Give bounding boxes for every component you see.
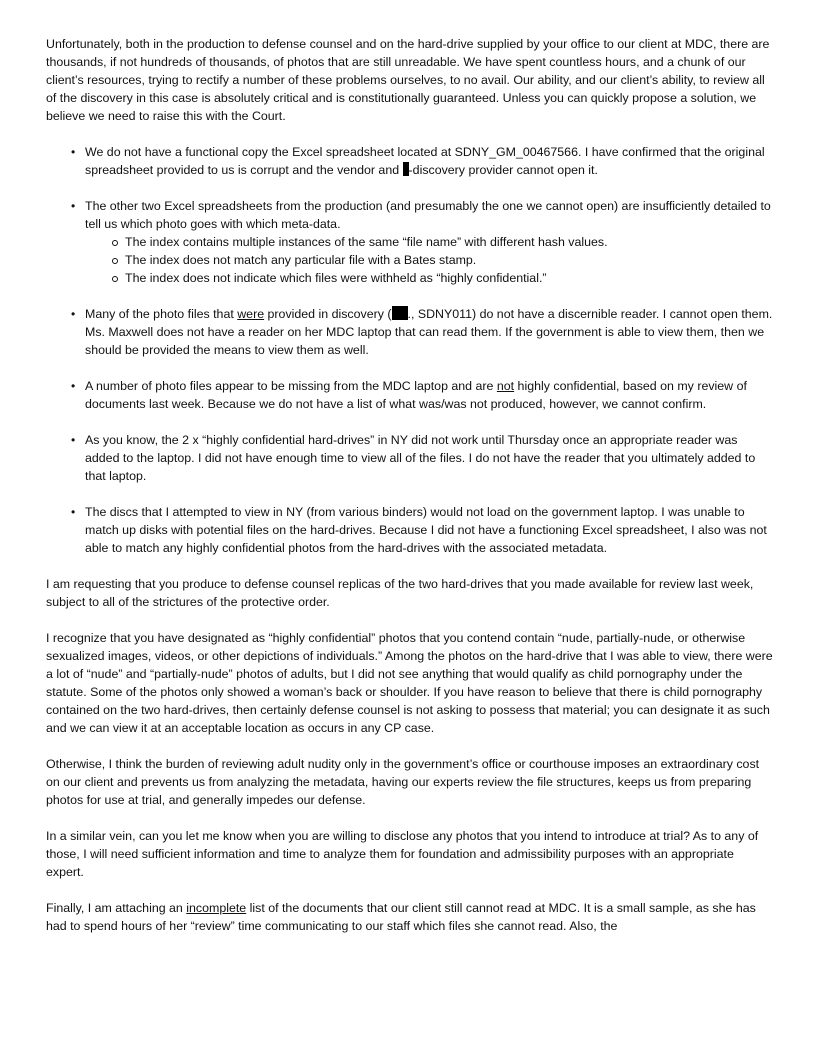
paragraph-text: Finally, I am attaching an (46, 901, 187, 915)
bullet-text: A number of photo files appear to be missing from the MDC laptop and are (85, 379, 497, 393)
bullet-text: We do not have a functional copy the Excel spreadsheet located at SDNY_GM_00467566. I have confirmed that the original spreadsheet provided to us is corrupt and the vendor and (85, 145, 765, 177)
underlined-text: not (496, 379, 515, 393)
underlined-text: were (237, 307, 265, 321)
request-paragraph: I am requesting that you produce to defense counsel replicas of the two hard-drives that you made available for review last week, subject to all of the strictures of the protective order. (46, 577, 754, 609)
list-item (85, 143, 774, 179)
issues-list (46, 143, 774, 557)
list-item: • As you know, the 2 x “highly confidential hard-drives” in NY did not work until Thursday once an appropriate reader was added to the laptop. I did not have enough time to view all of the files. I do not have the reader that you ultimately added to that laptop. (85, 431, 774, 485)
recognize-paragraph: I recognize that you have designated as “highly confidential” photos that you contend contain “nude, partially-nude, or otherwise sexualized images, videos, or other depictions of individuals.” Among the photos on the hard-drive that I was able to view, there were a lot of “nude” and “partially-nude” photos of adults, but I did not see anything that would qualify as child pornography under the statute. Some of the photos only showed a woman’s back or shoulder. If you have reason to believe that there is child pornography contained on the two hard-drives, then certainly defense counsel is not asking to possess that material; you can designate it as such and we can view it at an acceptable location as occurs in any CP case. (46, 631, 773, 735)
otherwise-paragraph: Otherwise, I think the burden of reviewing adult nudity only in the government’s office or courthouse imposes an extraordinary cost on our client and prevents us from analyzing the metadata, having our experts review the file structures, keeps us from preparing photos for use at trial, and generally impedes our defense. (46, 757, 760, 807)
redaction-block (392, 306, 408, 320)
bullet-text: Many of the photo files that (85, 307, 238, 321)
paragraph-text: list of the documents that our client still cannot read at MDC. It is a small sample, as she has had to spend hours of her “review” time communicating to our staff which files she cannot read. Also, the (46, 901, 756, 933)
sub-list-item: The index contains multiple instances of the same “file name” with different hash values. (125, 233, 774, 251)
underlined-text: incomplete (186, 901, 247, 915)
list-item: • The discs that I attempted to view in NY (from various binders) would not load on the government laptop. I was unable to match up disks with potential files on the hard-drives. Because I did not have a functioning Excel spreadsheet, I also was not able to match any highly confidential photos from the hard-drives with the associated metadata. (85, 503, 774, 557)
list-item (85, 305, 774, 359)
list-item (85, 197, 774, 287)
bullet-text: ., SDNY011) do not have a discernible reader. I cannot open them. Ms. Maxwell does not have a reader on her MDC laptop that can read them. If the government is able to view them, then we should be provided the means to view them as well. (85, 307, 773, 357)
sub-list-item: The index does not indicate which files were withheld as “highly confidential.” (125, 269, 774, 287)
final-paragraph (46, 899, 774, 935)
sub-list-item: The index does not match any particular file with a Bates stamp. (125, 251, 774, 269)
similar-vein-paragraph: In a similar vein, can you let me know when you are willing to disclose any photos that you intend to introduce at trial? As to any of those, I will need sufficient information and time to analyze them for foundation and admissibility purposes with an appropriate expert. (46, 829, 759, 879)
list-item (85, 377, 774, 413)
letter-body (46, 35, 774, 953)
intro-paragraph: Unfortunately, both in the production to defense counsel and on the hard-drive supplied by your office to our client at MDC, there are thousands, if not hundreds of thousands, of photos that are still unreadable. We have spent countless hours, and a chunk of our client’s resources, trying to rectify a number of these problems ourselves, to no avail. Our ability, and our client’s ability, to review all of the discovery in this case is absolutely critical and is constitutionally guaranteed. Unless you can quickly propose a solution, we believe we need to raise this with the Court. (46, 37, 770, 123)
bullet-text: -discovery provider cannot open it. (408, 163, 598, 177)
bullet-text: provided in discovery ( (264, 307, 392, 321)
index-issues-sublist (85, 233, 774, 287)
bullet-text: highly confidential, based on my review of documents last week. Because we do not have a list of what was/was not produced, however, we cannot confirm. (85, 379, 747, 411)
bullet-text: The other two Excel spreadsheets from the production (and presumably the one we cannot open) are insufficiently detailed to tell us which photo goes with which meta-data. (85, 199, 771, 231)
